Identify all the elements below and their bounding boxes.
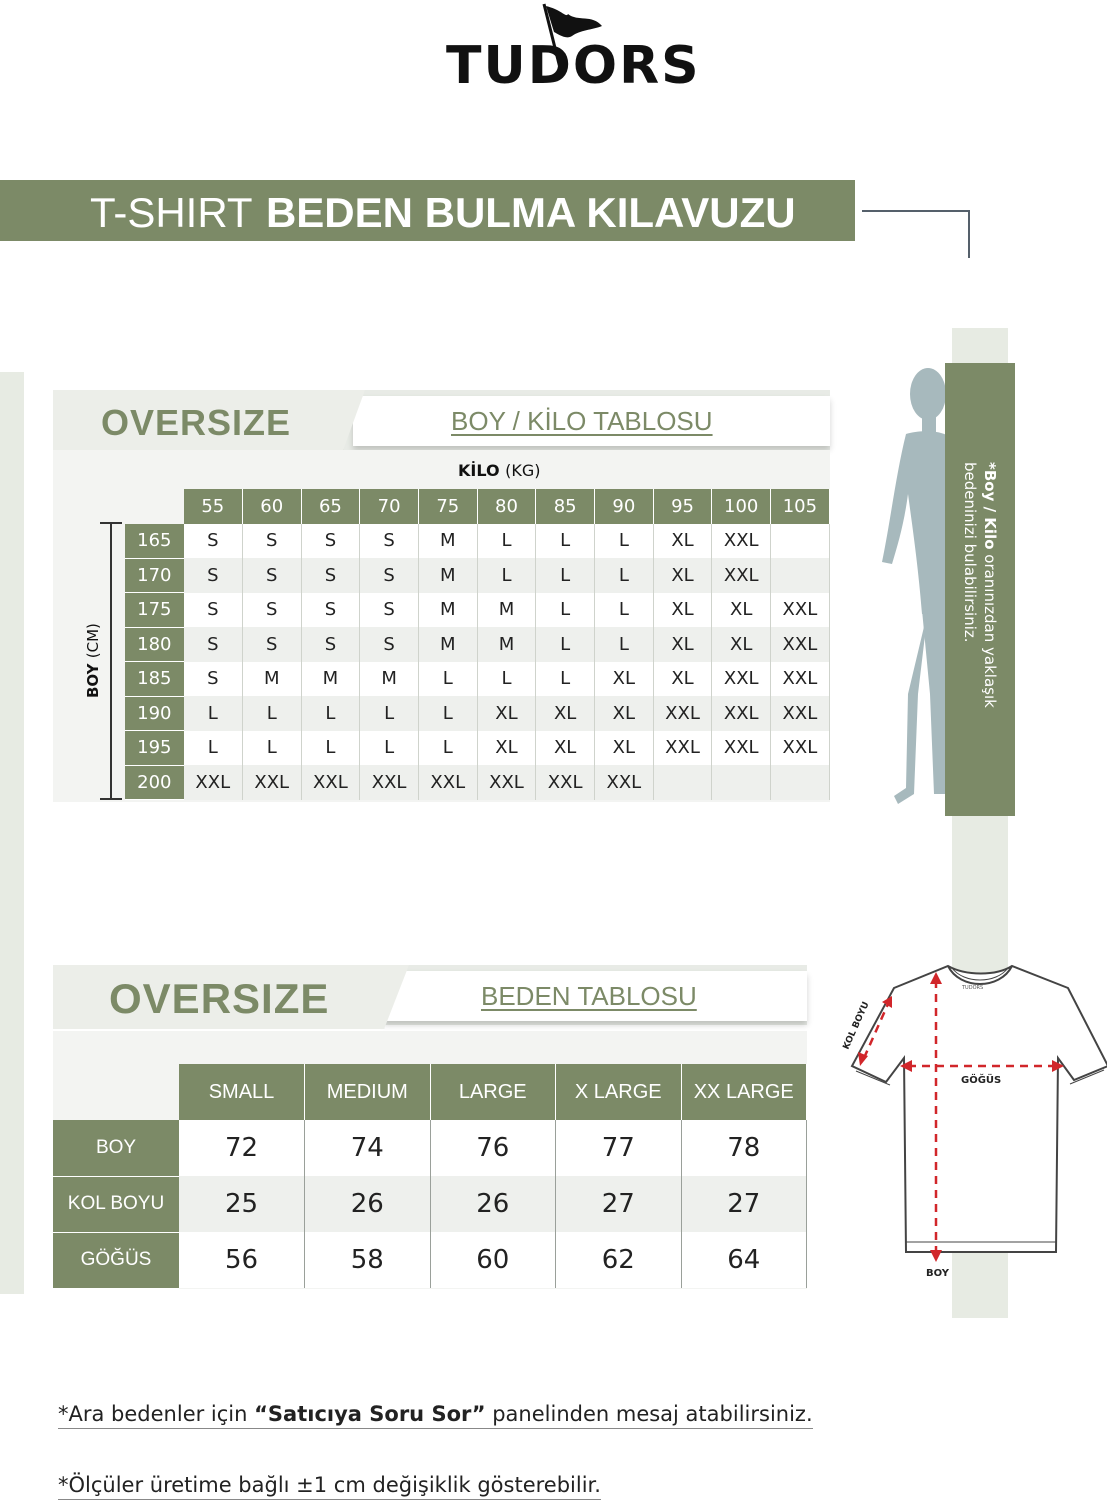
size-cell: L	[418, 696, 477, 731]
size-column-header: MEDIUM	[305, 1064, 431, 1120]
weight-header-row	[125, 489, 829, 524]
size-cell: XL	[712, 627, 771, 662]
table-row	[53, 1120, 807, 1176]
size-cell: S	[184, 593, 243, 628]
measurement-label: GÖĞÜS	[53, 1232, 179, 1288]
size-cell: XXL	[301, 765, 360, 800]
measurement-value: 76	[430, 1120, 556, 1176]
size-cell: XXL	[418, 765, 477, 800]
size-cell: M	[418, 627, 477, 662]
size-cell	[771, 558, 830, 593]
measurement-value: 25	[179, 1176, 305, 1232]
size-cell: M	[418, 524, 477, 559]
size-cell: M	[301, 662, 360, 697]
size-cell: L	[184, 696, 243, 731]
size-cell: M	[418, 593, 477, 628]
size-cell: L	[536, 662, 595, 697]
title-bold: BEDEN BULMA KILAVUZU	[265, 189, 796, 236]
size-cell: L	[418, 731, 477, 766]
size-cell: XXL	[360, 765, 419, 800]
size-cell: XXL	[184, 765, 243, 800]
length-label: BOY	[926, 1268, 950, 1279]
measurement-value: 78	[681, 1120, 807, 1176]
table-row	[53, 1232, 807, 1288]
size-column-header: LARGE	[430, 1064, 556, 1120]
size-cell: XL	[536, 731, 595, 766]
size-cell: S	[301, 524, 360, 559]
height-axis-bracket	[100, 522, 122, 800]
height-cell: 200	[125, 765, 184, 800]
weight-header-cell: 105	[771, 489, 830, 524]
height-cell: 190	[125, 696, 184, 731]
size-cell: S	[301, 593, 360, 628]
size-cell: L	[184, 731, 243, 766]
sleeve-label: KOL BOYU	[841, 1000, 872, 1052]
table-row	[125, 662, 829, 697]
measurement-value: 27	[556, 1176, 682, 1232]
size-cell: XL	[653, 593, 712, 628]
size-cell: L	[595, 558, 654, 593]
size-cell: L	[595, 593, 654, 628]
weight-header-cell: 100	[712, 489, 771, 524]
size-cell: XXL	[712, 731, 771, 766]
size-cell: XXL	[712, 696, 771, 731]
title-connector-line	[862, 210, 970, 258]
brand-name: TUDORS	[446, 36, 701, 96]
measurement-value: 74	[305, 1120, 431, 1176]
height-cell: 175	[125, 593, 184, 628]
side-note-text: *Boy / Kilo oranınızdan yaklaşık bedeninizi bulabilirsiniz.	[961, 462, 999, 708]
size-cell: M	[418, 558, 477, 593]
measurement-value: 60	[430, 1232, 556, 1288]
size-cell: L	[536, 627, 595, 662]
size-cell: L	[477, 558, 536, 593]
size-header-row	[53, 1064, 807, 1120]
size-cell: XXL	[771, 662, 830, 697]
size-column-header: XX LARGE	[681, 1064, 807, 1120]
size-cell: XXL	[771, 593, 830, 628]
size-cell: S	[242, 524, 301, 559]
weight-header-cell: 70	[360, 489, 419, 524]
size-cell: XXL	[595, 765, 654, 800]
height-cell: 180	[125, 627, 184, 662]
size-cell: L	[595, 627, 654, 662]
size-cell: XXL	[477, 765, 536, 800]
size-cell: XL	[595, 662, 654, 697]
size-section-subtitle: BEDEN TABLOSU	[481, 981, 697, 1011]
size-cell: S	[242, 627, 301, 662]
size-cell: XXL	[771, 731, 830, 766]
size-cell: XXL	[771, 627, 830, 662]
weight-section-title: OVERSIZE	[101, 402, 292, 443]
weight-header-cell: 55	[184, 489, 243, 524]
size-section-title: OVERSIZE	[109, 975, 330, 1022]
size-cell: L	[242, 696, 301, 731]
size-cell: S	[301, 627, 360, 662]
page-title	[90, 188, 796, 237]
size-cell: XL	[712, 593, 771, 628]
size-cell: XXL	[653, 731, 712, 766]
size-cell: XXL	[712, 524, 771, 559]
size-section-header	[53, 965, 807, 1025]
brand-logo	[440, 0, 701, 100]
table-row	[53, 1176, 807, 1232]
height-axis-label: BOY (CM)	[84, 623, 102, 698]
size-cell: S	[184, 627, 243, 662]
size-cell: XXL	[653, 696, 712, 731]
tshirt-diagram	[836, 958, 1107, 1288]
size-cell: L	[477, 662, 536, 697]
size-cell: S	[242, 558, 301, 593]
size-measurement-table	[53, 1064, 807, 1289]
size-cell: S	[301, 558, 360, 593]
table-row	[125, 524, 829, 559]
left-decor-stripe	[0, 372, 24, 1294]
table-row	[125, 731, 829, 766]
size-cell: L	[301, 731, 360, 766]
size-cell: S	[360, 524, 419, 559]
size-cell: S	[360, 558, 419, 593]
size-cell: XL	[536, 696, 595, 731]
size-cell: L	[536, 593, 595, 628]
size-cell: XL	[653, 662, 712, 697]
height-cell: 170	[125, 558, 184, 593]
measurement-value: 26	[305, 1176, 431, 1232]
size-cell: L	[360, 696, 419, 731]
size-cell: XL	[477, 731, 536, 766]
size-column-header: X LARGE	[556, 1064, 682, 1120]
size-cell: L	[360, 731, 419, 766]
size-cell: L	[595, 524, 654, 559]
height-cell: 195	[125, 731, 184, 766]
table-row	[125, 765, 829, 800]
size-cell: XXL	[712, 558, 771, 593]
weight-header-cell: 90	[595, 489, 654, 524]
size-cell: L	[536, 558, 595, 593]
measurement-value: 56	[179, 1232, 305, 1288]
size-cell: S	[242, 593, 301, 628]
size-cell	[653, 765, 712, 800]
table-row	[125, 593, 829, 628]
measurement-value: 62	[556, 1232, 682, 1288]
size-cell: S	[184, 524, 243, 559]
footnote-contact: *Ara bedenler için “Satıcıya Soru Sor” panelinden mesaj atabilirsiniz.	[58, 1402, 813, 1429]
weight-header-cell: 95	[653, 489, 712, 524]
size-cell	[771, 524, 830, 559]
measurement-value: 64	[681, 1232, 807, 1288]
size-cell: XXL	[242, 765, 301, 800]
size-cell: XL	[653, 627, 712, 662]
measurement-value: 26	[430, 1176, 556, 1232]
height-cell: 165	[125, 524, 184, 559]
size-cell: XL	[595, 731, 654, 766]
size-cell: L	[418, 662, 477, 697]
size-cell: XL	[653, 524, 712, 559]
weight-header-cell: 75	[418, 489, 477, 524]
size-cell: M	[477, 593, 536, 628]
size-cell: L	[301, 696, 360, 731]
size-cell: L	[477, 524, 536, 559]
size-cell: M	[360, 662, 419, 697]
size-cell: XXL	[712, 662, 771, 697]
table-row	[125, 696, 829, 731]
kilo-axis-label: KİLO (KG)	[458, 461, 541, 480]
height-weight-table	[125, 489, 830, 800]
size-cell: XXL	[536, 765, 595, 800]
weight-header-cell: 65	[301, 489, 360, 524]
size-cell: S	[360, 627, 419, 662]
size-cell: XL	[595, 696, 654, 731]
shirt-brand-tag: TUDORS	[962, 985, 984, 991]
weight-header-cell: 80	[477, 489, 536, 524]
size-cell: M	[242, 662, 301, 697]
measurement-label: KOL BOYU	[53, 1176, 179, 1232]
size-cell: S	[184, 558, 243, 593]
weight-section-subtitle: BOY / KİLO TABLOSU	[451, 406, 713, 436]
size-cell: L	[536, 524, 595, 559]
size-cell: M	[477, 627, 536, 662]
title-light: T-SHIRT	[90, 189, 253, 236]
weight-section-header	[53, 390, 830, 450]
size-cell	[771, 765, 830, 800]
size-cell: S	[360, 593, 419, 628]
table-row	[125, 558, 829, 593]
measurement-value: 77	[556, 1120, 682, 1176]
weight-header-cell: 85	[536, 489, 595, 524]
height-cell: 185	[125, 662, 184, 697]
size-cell: S	[184, 662, 243, 697]
chest-label: GÖĞÜS	[961, 1075, 1002, 1086]
weight-header-cell: 60	[242, 489, 301, 524]
size-cell: XXL	[771, 696, 830, 731]
table-row	[125, 627, 829, 662]
size-cell: L	[242, 731, 301, 766]
measurement-value: 58	[305, 1232, 431, 1288]
size-cell: XL	[653, 558, 712, 593]
human-figure-icon	[878, 364, 948, 814]
size-cell: XL	[477, 696, 536, 731]
size-cell	[712, 765, 771, 800]
size-column-header: SMALL	[179, 1064, 305, 1120]
measurement-value: 72	[179, 1120, 305, 1176]
measurement-value: 27	[681, 1176, 807, 1232]
measurement-label: BOY	[53, 1120, 179, 1176]
footnote-tolerance: *Ölçüler üretime bağlı ±1 cm değişiklik gösterebilir.	[58, 1473, 601, 1500]
